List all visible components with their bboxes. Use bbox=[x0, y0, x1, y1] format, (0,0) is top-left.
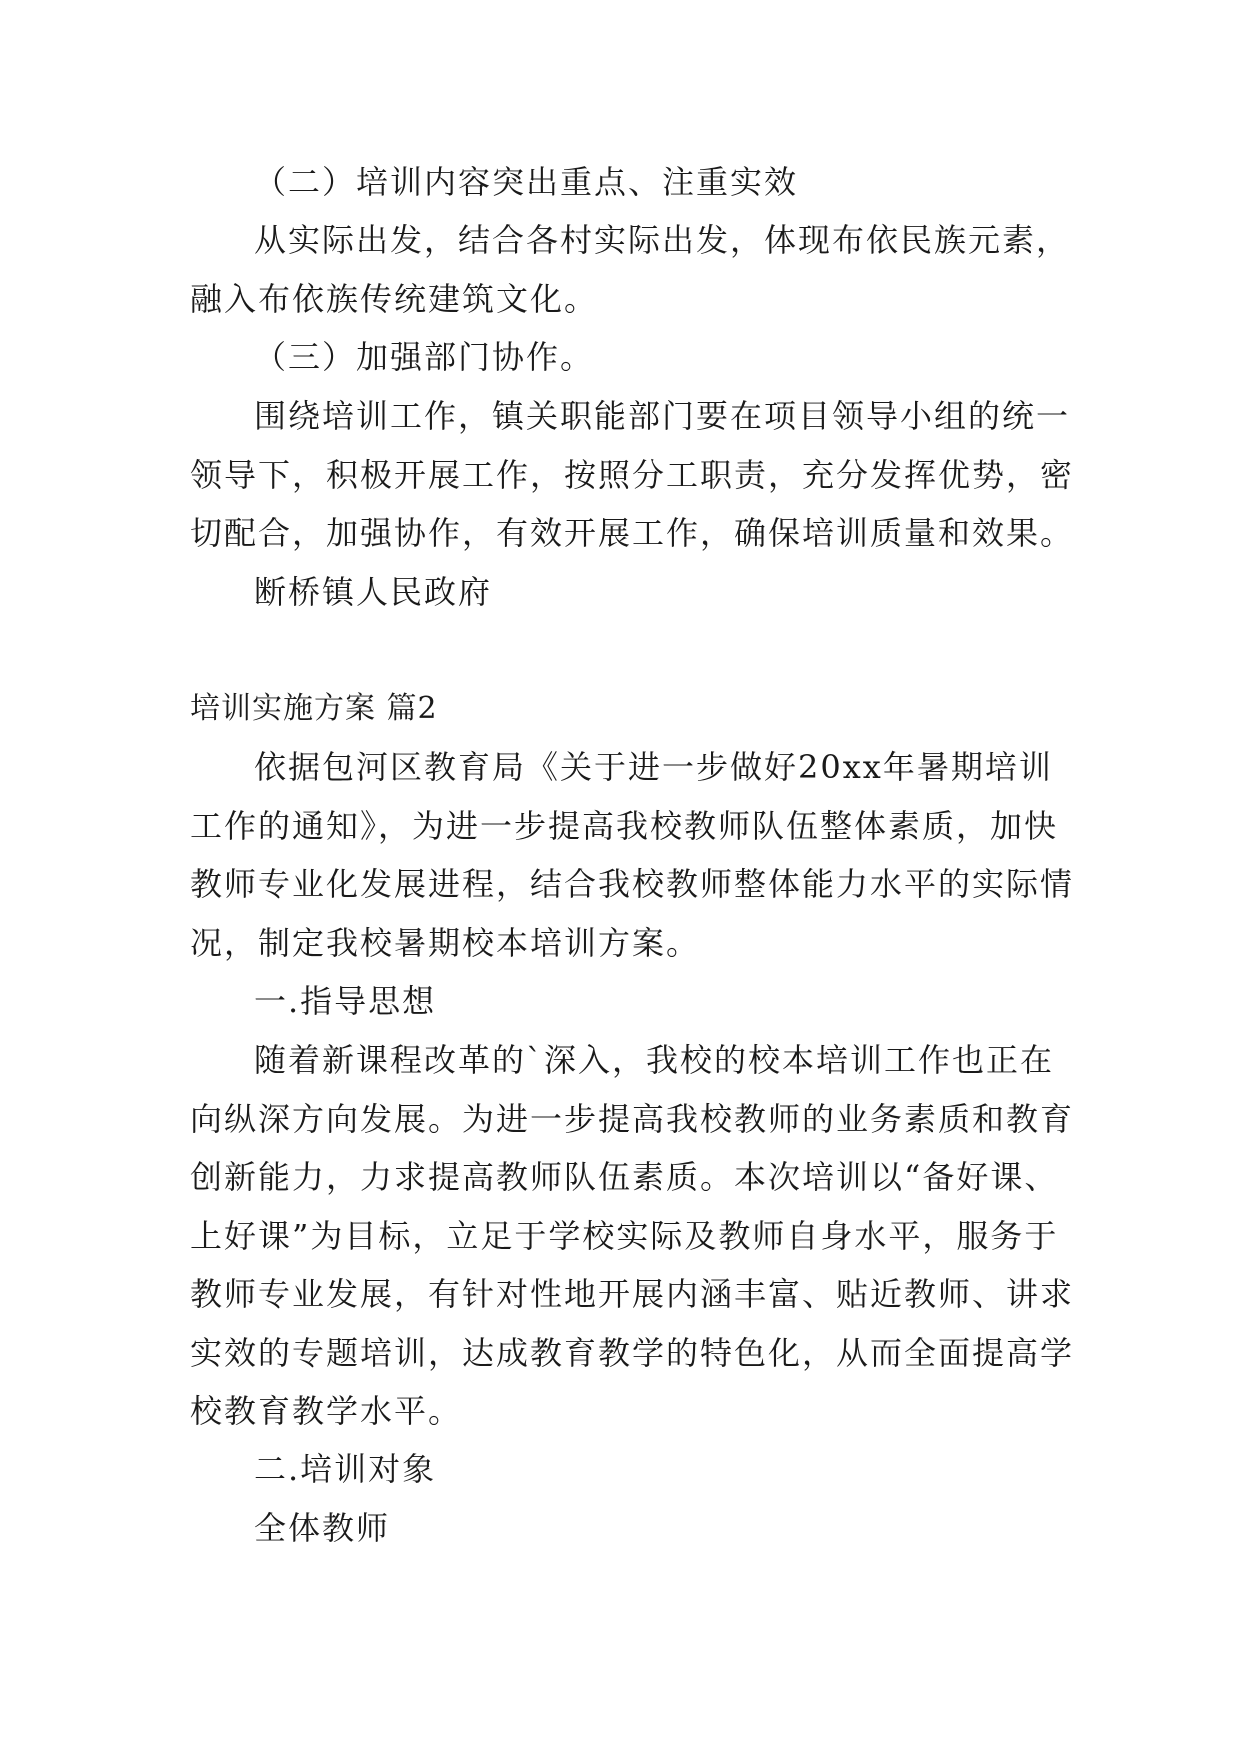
paragraph-training-target: 全体教师 bbox=[254, 1509, 391, 1547]
paragraph-guiding-ideology: 随着新课程改革的`深入，我校的校本培训工作也正在向纵深方向发展。为进一步提高我校教师的业务素质和教育创新能力，力求提高教师队伍素质。本次培训以“备好课、上好课”为目标，立足于学校实际及教师自身水平，服务于教师专业发展，有针对性地开展内涵丰富、贴近教师、讲求实效的专题培训，达成教育教学的特色化，从而全面提高学校教育教学水平。 bbox=[190, 1041, 1075, 1430]
heading-training-target: 二.培训对象 bbox=[254, 1450, 437, 1488]
paragraph-department-cooperation: 围绕培训工作，镇关职能部门要在项目领导小组的统一领导下，积极开展工作，按照分工职责，充分发挥优势，密切配合，加强协作，有效开展工作，确保培训质量和效果。 bbox=[190, 397, 1075, 552]
section-title-plan-2: 培训实施方案 篇2 bbox=[190, 691, 438, 726]
heading-content-focus: （二）培训内容突出重点、注重实效 bbox=[254, 163, 799, 201]
paragraph-intro: 依据包河区教育局《关于进一步做好20xx年暑期培训工作的通知》，为进一步提高我校教师队伍整体素质，加快教师专业化发展进程，结合我校教师整体能力水平的实际情况，制定我校暑期校本培训方案。 bbox=[190, 748, 1075, 962]
heading-guiding-ideology: 一.指导思想 bbox=[254, 982, 437, 1020]
signature-government: 断桥镇人民政府 bbox=[254, 573, 493, 611]
paragraph-practical-approach: 从实际出发，结合各村实际出发，体现布依民族元素，融入布依族传统建筑文化。 bbox=[190, 221, 1071, 318]
heading-department-cooperation: （三）加强部门协作。 bbox=[254, 338, 595, 376]
